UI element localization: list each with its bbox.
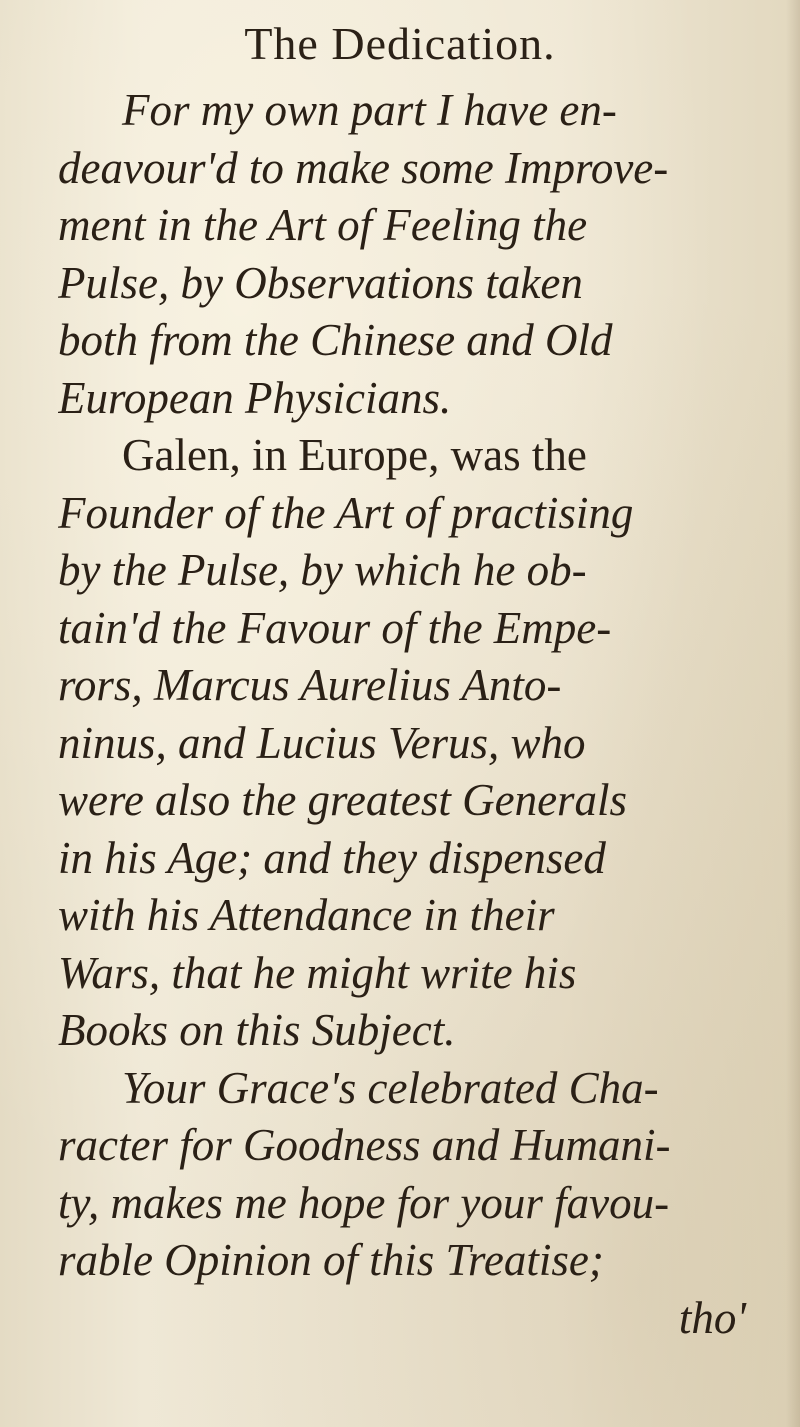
- text-line: rors, Marcus Aurelius Anto-: [58, 660, 562, 710]
- text-line: Pulse, by Observations taken: [58, 257, 583, 308]
- text-line: Your Grace's celebrated Cha-: [122, 1062, 659, 1113]
- text-line: deavour'd to make some Improve-: [58, 142, 669, 193]
- text-line: with his Attendance in their: [58, 890, 555, 940]
- text-line: Wars, that he might write his: [58, 947, 577, 998]
- text-line: For my own part I have en-: [122, 85, 617, 135]
- text-line: ty, makes me hope for your favou-: [58, 1177, 670, 1228]
- text-line: in his Age; and they dispensed: [58, 832, 606, 883]
- text-line: Books on this Subject.: [58, 1005, 456, 1055]
- text-line: racter for Goodness and Humani-: [58, 1120, 671, 1170]
- text-line: Galen, in Europe, was the: [122, 430, 587, 480]
- text-line: rable Opinion of this Treatise;: [58, 1235, 604, 1285]
- text-line: Founder of the Art of practising: [58, 487, 634, 538]
- text-line: European Physicians.: [58, 372, 452, 423]
- running-head: The Dedication.: [244, 18, 556, 69]
- catchword: tho': [678, 1292, 746, 1343]
- page-edge-shadow: [786, 0, 800, 1427]
- text-line: ment in the Art of Feeling the: [58, 200, 588, 250]
- text-line: both from the Chinese and Old: [58, 315, 613, 365]
- body-text: [58, 82, 770, 1347]
- text-line: were also the greatest Generals: [58, 775, 628, 825]
- text-line: by the Pulse, by which he ob-: [58, 545, 587, 595]
- text-line: tain'd the Favour of the Empe-: [58, 602, 612, 653]
- text-line: ninus, and Lucius Verus, who: [58, 717, 586, 768]
